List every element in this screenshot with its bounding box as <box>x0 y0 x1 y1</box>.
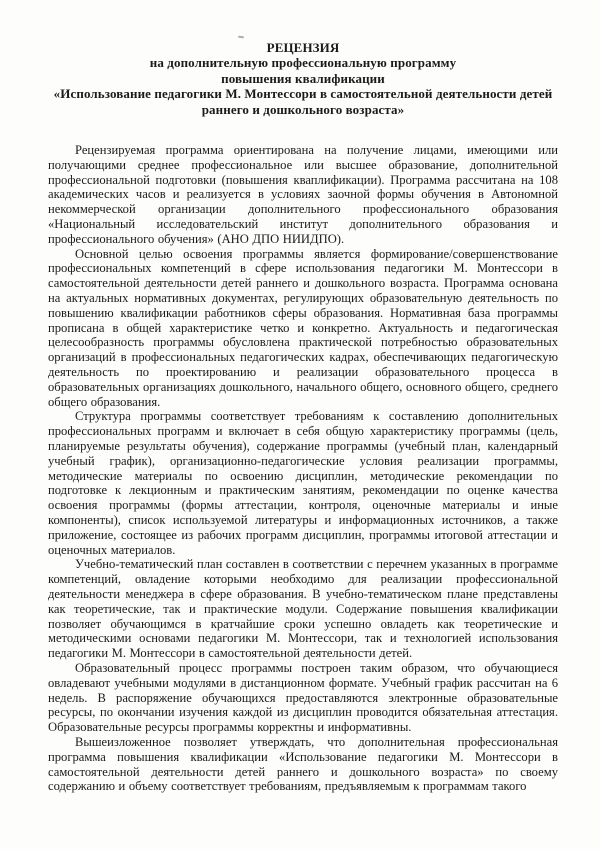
title-subtitle-2: повышения квалификации <box>221 70 385 86</box>
paragraph: Образовательный процесс программы построен таким образом, что обучающиеся овладевают учебными модулями в дистанционном формате. Учебный график рассчитан на 6 недель. В распоряжение обучающихся предоставляются электронные образовательные ресурсы, по окончании изучения каждой из дисциплин проводится обязательная аттестация. Образовательные ресурсы программы корректны и информативны. <box>48 660 558 735</box>
title-main: РЕЦЕНЗИЯ <box>266 40 340 55</box>
paragraph: Основной целью освоения программы является формирование/совершенствование профессиональных компетенций в сфере использования педагогики М. Монтессори в самостоятельной деятельности детей раннего и дошкольного возраста. Программа основана на актуальных нормативных документах, регулирующих образовательную деятельность по повышению квалификации работников сферы образования. Нормативная база программы прописана в общей характеристике четко и конкретно. Актуальность и педагогическая целесообразность программы обусловлена практической потребностью образовательных организаций в профессиональных педагогических кадрах, обеспечивающих педагогическую деятельность по проектированию и реализации образовательного процесса в образовательных организациях дошкольного, начального общего, основного общего, среднего общего образования. <box>48 246 558 409</box>
paragraph: Учебно-тематический план составлен в соответствии с перечнем указанных в программе компетенций, овладение которыми необходимо для реализации профессиональной деятельности менеджера в сфере образования. В учебно-тематическом плане представлены как теоретические, так и практические модули. Содержание повышения квалификации позволяет обучающимся в кратчайшие сроки успешно овладеть как теоретические и методическими основами педагогики М. Монтессори, так и технологией использования педагогики М. Монтессори в самостоятельной деятельности детей. <box>48 557 558 661</box>
document-title-block <box>48 40 558 117</box>
title-program-name: «Использование педагогики М. Монтессори в самостоятельной деятельности детей раннего и дошкольного возраста» <box>53 86 553 117</box>
paragraph: Вышеизложенное позволяет утверждать, что дополнительная профессиональная программа повышения квалификации «Использование педагогики М. Монтессори в самостоятельной деятельности детей раннего и дошкольного возраста» по своему содержанию и объему соответствует требованиям, предъявляемым к программам такого <box>48 734 558 794</box>
document-body <box>48 143 558 794</box>
title-subtitle-1: на дополнительную профессиональную программу <box>149 55 457 71</box>
paragraph: Рецензируемая программа ориентирована на получение лицами, имеющими или получающими среднее профессиональное или высшее образование, дополнительной профессиональной подготовки (повышения кваплификации). Программа рассчитана на 108 академических часов и реализуется в условиях заочной формы обучения в Автономной некоммерческой организации дополнительного профессионального образования «Национальный исследовательский институт дополнительного образования и профессионального обучения» (АНО ДПО НИИДПО). <box>48 143 558 246</box>
paragraph: Структура программы соответствует требованиям к составлению дополнительных профессиональных программ и включает в себя общую характеристику программы (цель, планируемые результаты обучения), содержание программы (учебный план, календарный учебный график), организационно-педагогические условия реализации программы, методические материалы по освоению дисциплин, методические рекомендации по подготовке к лекционным и практическим занятиям, рекомендации по оценке качества освоения программы (формы аттестации, контроля, оценочные материалы и иные компоненты), список используемой литературы и информационных источников, а также приложение, состоящее из рабочих программ дисциплин, программы итоговой аттестации и оценочных материалов. <box>48 409 558 557</box>
scan-artifact-speck <box>238 36 244 39</box>
